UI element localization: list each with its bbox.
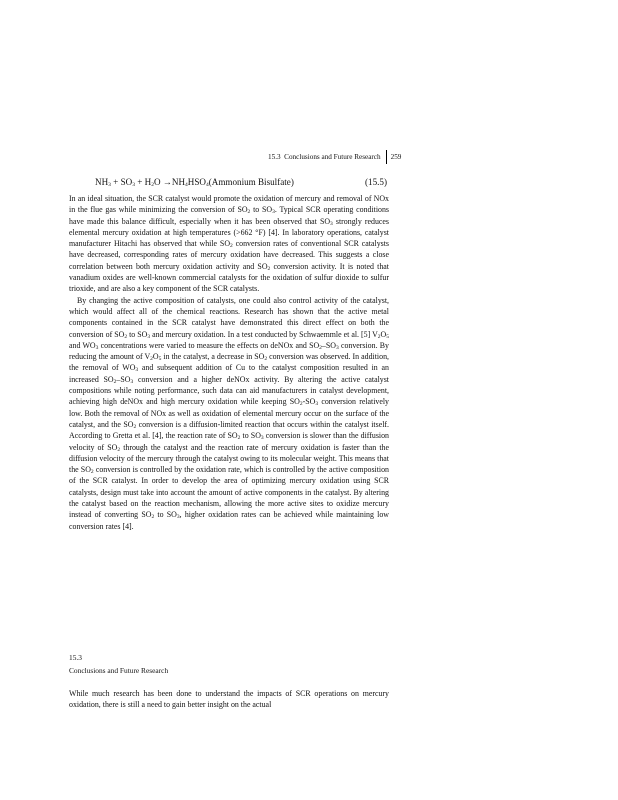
section-title: Conclusions and Future Research xyxy=(69,665,169,675)
text-run: to SO xyxy=(250,205,273,215)
eq-text: NH xyxy=(95,177,109,187)
text-run: conversion is a diffusion-limited reaction that occurs within the catalyst itself. According to Gretta et al. [4], the reaction rate of SO xyxy=(69,419,389,441)
text-run: . Typical SCR operating conditions have made this balance difficult, especially when it has been observed that SO xyxy=(69,205,389,226)
eq-sub: 2 xyxy=(151,182,154,188)
text-run: conversion was observed. In addition, the removal of WO xyxy=(69,352,389,373)
text-run: conversion and a higher deNOx activity. By altering the active catalyst compositions while noting performance, such data can aid manufacturers in catalyst development, achieving high deNOx and high mercury oxidation while keeping SO xyxy=(69,374,389,407)
text-run: conversion is slower than the diffusion velocity of SO xyxy=(69,431,389,452)
text-run: conversion is controlled by the oxidation rate, which is controlled by the active composition of the SCR catalyst. In order to develop the area of optimizing mercury oxidation using SCR catalysts, design must take into account the amount of active components in the catalyst. By altering the catalyst based on the reaction mechanism, allowing the more active sites to oxidize mercury instead of converting SO xyxy=(69,465,389,520)
text-run: strongly reduces elemental mercury oxidation at high temperatures (>662 °F) [4]. In laboratory operations, catalyst manufacturer Hitachi has observed that while SO xyxy=(69,216,390,249)
eq-sub: 4 xyxy=(205,182,209,188)
subscript: 2 xyxy=(150,356,153,363)
text-run: to SO xyxy=(127,329,148,339)
text-run: and mercury oxidation. In a test conducted by Schwaemmle et al. [5] V xyxy=(150,329,378,339)
eq-sub: 3 xyxy=(108,182,111,188)
subscript: 3 xyxy=(315,401,319,408)
subscript: 3 xyxy=(176,514,180,521)
subscript: 2 xyxy=(267,265,271,272)
header-section-number: 15.3 xyxy=(268,153,281,161)
text-run: conversion activity. It is noted that vanadium oxides are well-known commercial catalysts for the oxidation of sulfur dioxide to sulfur trioxide, and are also a key component of the SCR catalysts. xyxy=(69,261,389,294)
eq-text: HSO xyxy=(187,177,206,187)
subscript: 2 xyxy=(230,243,233,250)
text-run: and subsequent addition of Cu to the catalyst composition resulted in an increased SO xyxy=(69,363,389,384)
body-text xyxy=(69,193,389,532)
subscript: 2 xyxy=(319,344,322,351)
subscript: 3 xyxy=(147,333,151,340)
subscript: 5 xyxy=(158,356,162,363)
section-heading xyxy=(69,652,168,677)
subscript: 2 xyxy=(237,435,241,442)
subscript: 2 xyxy=(151,514,155,521)
text-run: -SO xyxy=(302,397,316,407)
text-run: conversion relatively low. Both the removal of NOx as well as oxidation of elemental mercury occur on the surface of the catalyst, and the SO xyxy=(69,397,389,429)
text-run: –SO xyxy=(321,340,336,350)
text-run: By changing the active composition of catalysts, one could also control activity of the catalyst, which would affect all of the chemical reactions. Research has shown that the active metal components contained in the SCR catalyst have demonstrated this direct effect on both the conversion of SO xyxy=(69,295,389,339)
subscript: 3 xyxy=(330,220,333,227)
text-run: O xyxy=(380,329,387,339)
subscript: 3 xyxy=(260,435,264,442)
paragraph-2 xyxy=(69,295,389,532)
subscript: 2 xyxy=(90,469,94,476)
text-run: to SO xyxy=(240,431,261,441)
text-run: conversion rates of conventional SCR catalysts have decreased, corresponding rates of mercury oxidation have decreased. This suggests a close correlation between both mercury oxidation activity and SO xyxy=(69,239,389,271)
subscript: 2 xyxy=(117,446,121,453)
subscript: 2 xyxy=(133,423,137,430)
eq-text: + SO xyxy=(110,177,133,187)
text-run: O xyxy=(152,352,159,362)
section-number: 15.3 xyxy=(69,653,82,662)
eq-text: O →NH xyxy=(153,177,186,187)
body-text-2 xyxy=(69,688,389,711)
subscript: 5 xyxy=(386,333,389,340)
text-run: In an ideal situation, the SCR catalyst would promote the oxidation of mercury and removal of NOx in the flue gas while minimizing the conversion of SO xyxy=(69,194,389,215)
header-section-title: Conclusions and Future Research xyxy=(284,153,381,161)
eq-sub: 4 xyxy=(185,182,188,188)
subscript: 2 xyxy=(124,333,128,340)
text-run: conversion. By reducing the amount of V xyxy=(69,340,389,362)
text-run: –SO xyxy=(116,374,131,384)
text-run: through the catalyst and the reaction rate of mercury oxidation is faster than the diffusion velocity of the mercury through the catalyst owing to its molecular weight. This means that the SO xyxy=(69,442,389,475)
text-run: to SO xyxy=(154,510,177,520)
subscript: 3 xyxy=(272,209,275,216)
text-run: concentrations were varied to measure the effects on deNOx and SO xyxy=(98,340,320,350)
text-run: , higher oxidation rates can be achieved while maintaining low conversion rates [4]. xyxy=(69,510,389,531)
equation-number: (15.5) xyxy=(365,177,387,187)
page-number: 259 xyxy=(390,153,402,161)
subscript: 2 xyxy=(247,209,251,216)
subscript: 3 xyxy=(335,344,339,351)
text-run: in the catalyst, a decrease in SO xyxy=(161,352,265,362)
paragraph-3: While much research has been done to understand the impacts of SCR operations on mercury oxidation, there is still a need to gain better insight on the actual xyxy=(69,689,389,710)
subscript: 3 xyxy=(135,367,139,374)
eq-text: (Ammonium Bisulfate) xyxy=(208,177,294,187)
subscript: 3 xyxy=(130,378,134,385)
header-divider xyxy=(386,150,387,164)
equation-15-5 xyxy=(95,177,395,187)
subscript: 2 xyxy=(264,356,268,363)
paragraph-1 xyxy=(69,193,389,295)
subscript: 2 xyxy=(299,401,303,408)
eq-text: + H xyxy=(134,177,152,187)
text-run: and WO xyxy=(69,340,96,350)
subscript: 2 xyxy=(377,333,381,340)
subscript: 2 xyxy=(113,378,117,385)
running-header xyxy=(268,150,401,164)
eq-sub: 3 xyxy=(132,182,135,188)
subscript: 3 xyxy=(95,344,99,351)
